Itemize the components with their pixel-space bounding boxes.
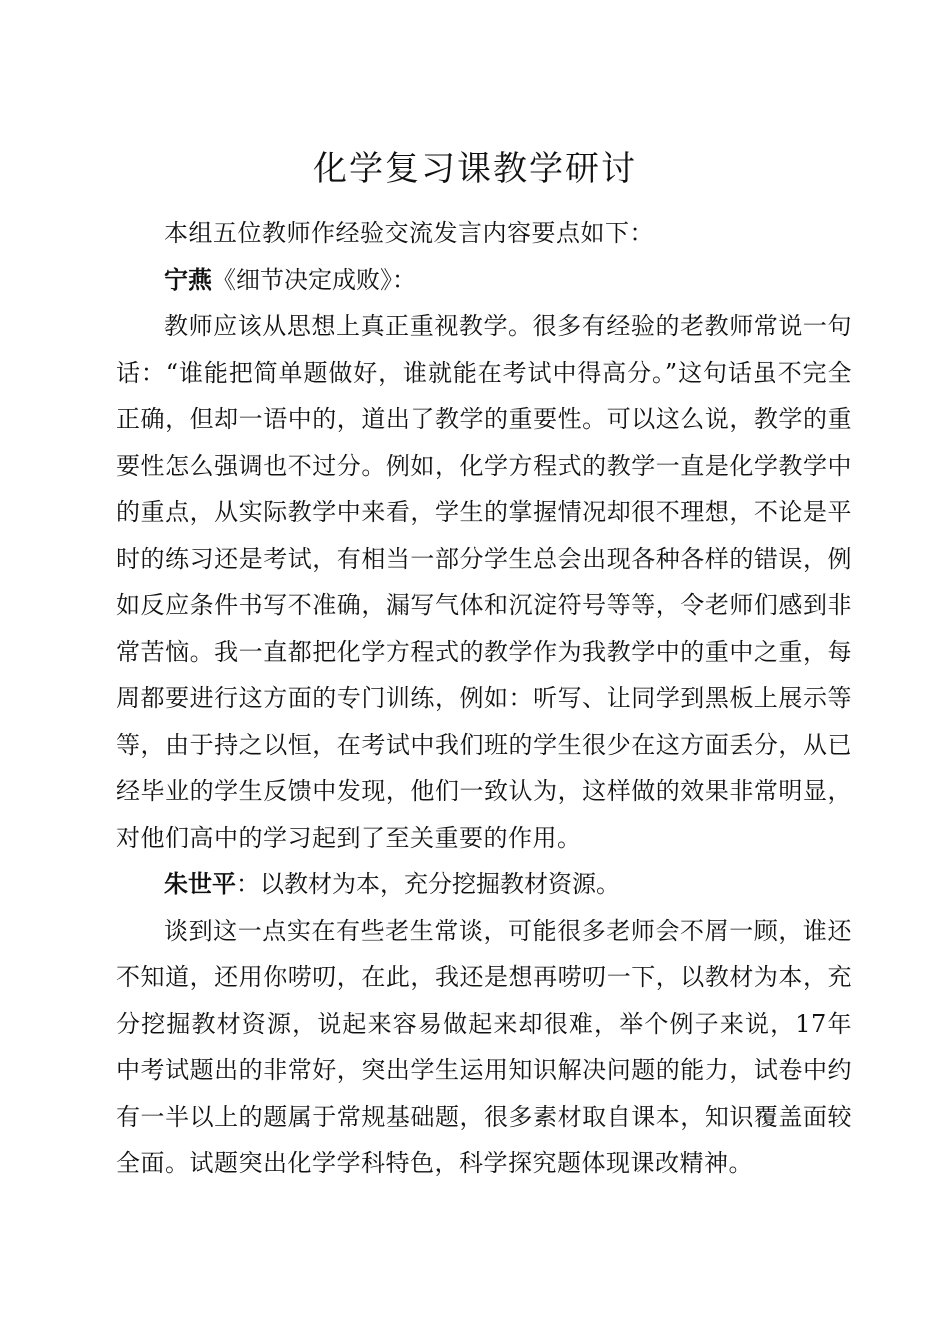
speaker-topic: ：以教材为本，充分挖掘教材资源。 — [236, 870, 620, 898]
speaker-paragraph-1: 教师应该从思想上真正重视教学。很多有经验的老教师常说一句话：“谁能把简单题做好，谁就能在考试中得高分。”这句话虽不完全正确，但却一语中的，道出了教学的重要性。可以这么说，教学的重要性怎么强调也不过分。例如，化学方程式的教学一直是化学教学中的重点，从实际教学中来看，学生的掌握情况却很不理想，不论是平时的练习还是考试，有相当一部分学生总会出现各种各样的错误，例如反应条件书写不准确，漏写气体和沉淀符号等等，令老师们感到非常苦恼。我一直都把化学方程式的教学作为我教学中的重中之重，每周都要进行这方面的专门训练，例如：听写、让同学到黑板上展示等等，由于持之以恒，在考试中我们班的学生很少在这方面丢分，从已经毕业的学生反馈中发现，他们一致认为，这样做的效果非常明显，对他们高中的学习起到了至关重要的作用。 — [116, 312, 852, 852]
speaker-topic: 《细节决定成败》： — [212, 265, 416, 294]
speaker-heading-2 — [116, 861, 852, 908]
document-body — [116, 210, 852, 1187]
intro-paragraph: 本组五位教师作经验交流发言内容要点如下： — [164, 219, 654, 247]
speaker-name: 朱世平 — [164, 870, 236, 898]
speaker-heading-1 — [116, 257, 852, 304]
speaker-name: 宁燕 — [164, 265, 212, 294]
speaker-paragraph-2: 谈到这一点实在有些老生常谈，可能很多老师会不屑一顾，谁还不知道，还用你唠叨，在此，我还是想再唠叨一下，以教材为本，充分挖掘教材资源，说起来容易做起来却很难，举个例子来说，17年中考试题出的非常好，突出学生运用知识解决问题的能力，试卷中约有一半以上的题属于常规基础题，很多素材取自课本，知识覆盖面较全面。试题突出化学学科特色，科学探究题体现课改精神。 — [116, 916, 852, 1177]
document-title: 化学复习课教学研讨 — [313, 149, 637, 189]
